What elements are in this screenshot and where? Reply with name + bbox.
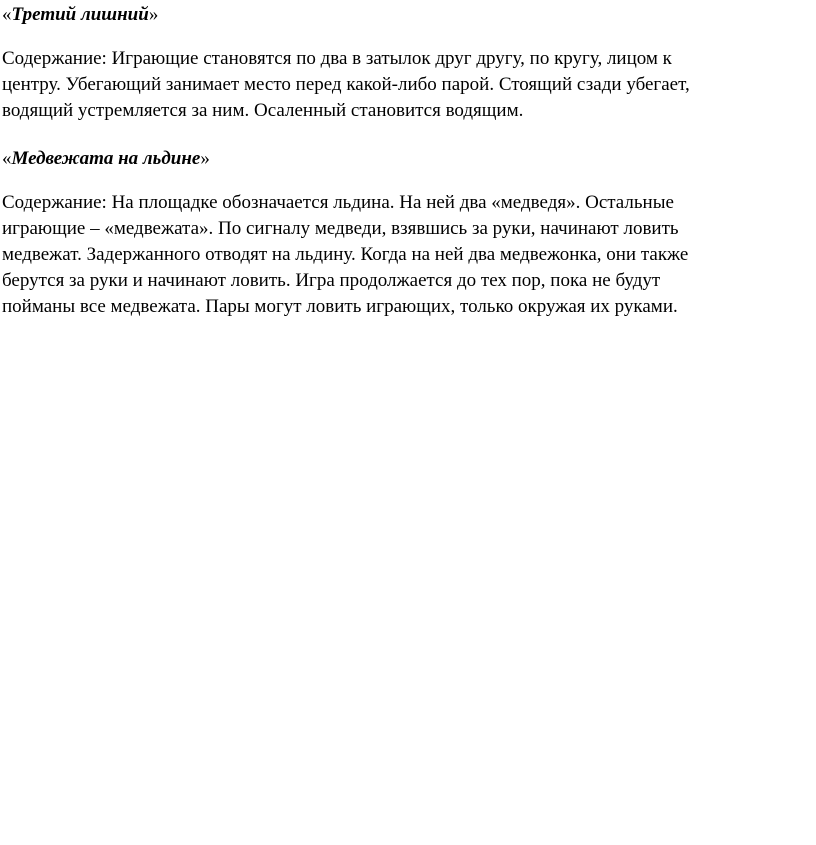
text-line: берутся за руки и начинают ловить. Игра продолжается до тех пор, пока не будут [2,270,661,291]
section-heading-medvezhata [2,146,210,172]
text-line: Содержание: Играющие становятся по два в затылок друг другу, по кругу, лицом к [2,48,672,69]
close-quote: » [200,148,210,169]
section-body-medvezhata [2,190,792,320]
game-title: Третий лишний [11,4,149,25]
close-quote: » [148,4,159,25]
text-line: играющие – «медвежата». По сигналу медведи, взявшись за руки, начинают ловить [2,218,679,239]
text-line: центру. Убегающий занимает место перед какой-либо парой. Стоящий сзади убегает, [2,74,690,95]
open-quote: « [2,148,12,169]
text-line: медвежат. Задержанного отводят на льдину. Когда на ней два медвежонка, они также [2,244,689,265]
text-line: водящий устремляется за ним. Осаленный становится водящим. [2,100,524,121]
section-body-tretiy-lishniy [2,46,792,124]
open-quote: « [2,4,12,25]
game-title: Медвежата на льдине [11,148,201,169]
text-line: пойманы все медвежата. Пары могут ловить играющих, только окружая их руками. [2,296,678,317]
section-heading-tretiy-lishniy [2,2,158,28]
text-line: Содержание: На площадке обозначается льдина. На ней два «медведя». Остальные [2,192,674,213]
